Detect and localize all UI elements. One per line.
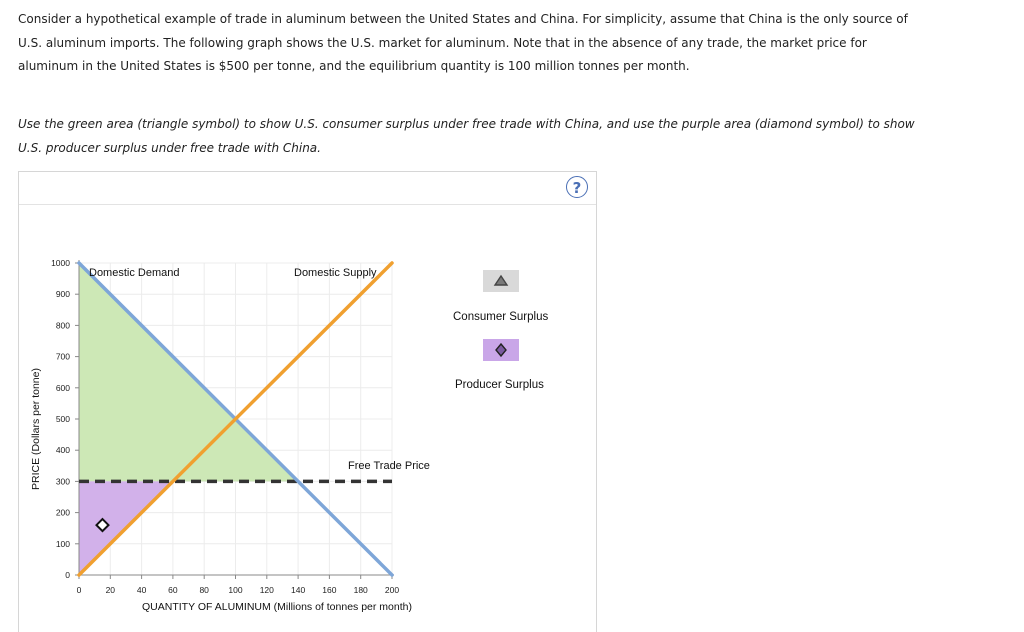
x-tick-label: 80 [199, 585, 209, 595]
y-tick-label: 800 [55, 320, 70, 331]
x-tick-label: 20 [105, 585, 116, 595]
instruction-line-2: U.S. producer surplus under free trade with China. [18, 140, 321, 155]
x-tick-label: 140 [291, 585, 306, 595]
domestic-supply-label: Domestic Supply [294, 267, 377, 279]
y-tick-label: 500 [55, 414, 70, 424]
y-tick-label: 400 [55, 445, 70, 456]
graph-panel [18, 171, 597, 632]
surplus-chart[interactable] [19, 172, 596, 632]
y-tick-label: 700 [55, 351, 70, 362]
x-tick-label: 120 [259, 585, 274, 595]
intro-line-3: aluminum in the United States is $500 per tonne, and the equilibrium quantity is 100 million tonnes per month. [18, 59, 690, 73]
x-tick-label: 0 [76, 585, 82, 595]
y-tick-label: 100 [55, 538, 70, 549]
instruction-line-1: Use the green area (triangle symbol) to show U.S. consumer surplus under free trade with China, and use the purple area (diamond symbol) to show [18, 117, 915, 131]
x-tick-label: 40 [136, 585, 147, 595]
y-tick-label: 900 [55, 289, 70, 300]
x-tick-label: 180 [353, 585, 368, 595]
domestic-demand-label: Domestic Demand [89, 267, 180, 279]
producer-surplus-legend-button[interactable] [483, 339, 519, 361]
free-trade-price-label: Free Trade Price [348, 460, 430, 472]
y-tick-label: 600 [55, 382, 70, 393]
intro-text [18, 8, 1008, 79]
instruction-text [18, 113, 1008, 160]
consumer-surplus-legend-button[interactable] [483, 270, 519, 292]
x-tick-label: 200 [384, 585, 400, 595]
intro-line-1: Consider a hypothetical example of trade in aluminum between the United States and China. For simplicity, assume that China is the only source of [18, 12, 908, 26]
intro-line-2: U.S. aluminum imports. The following graph shows the U.S. market for aluminum. Note that in the absence of any trade, the market price for [18, 35, 867, 50]
help-icon[interactable]: ? [566, 176, 588, 198]
x-tick-label: 160 [322, 585, 337, 595]
producer-surplus-legend-label: Producer Surplus [455, 379, 544, 391]
consumer-surplus-legend-label: Consumer Surplus [453, 311, 549, 323]
y-tick-label: 200 [55, 507, 70, 518]
y-tick-label: 300 [55, 476, 70, 487]
x-tick-label: 100 [228, 585, 243, 595]
x-axis-title: QUANTITY OF ALUMINUM (Millions of tonnes per month) [142, 601, 412, 613]
y-axis-title: PRICE (Dollars per tonne) [30, 368, 42, 490]
x-tick-label: 60 [168, 585, 178, 595]
y-tick-label: 0 [65, 570, 70, 580]
y-tick-label: 1000 [51, 258, 70, 268]
